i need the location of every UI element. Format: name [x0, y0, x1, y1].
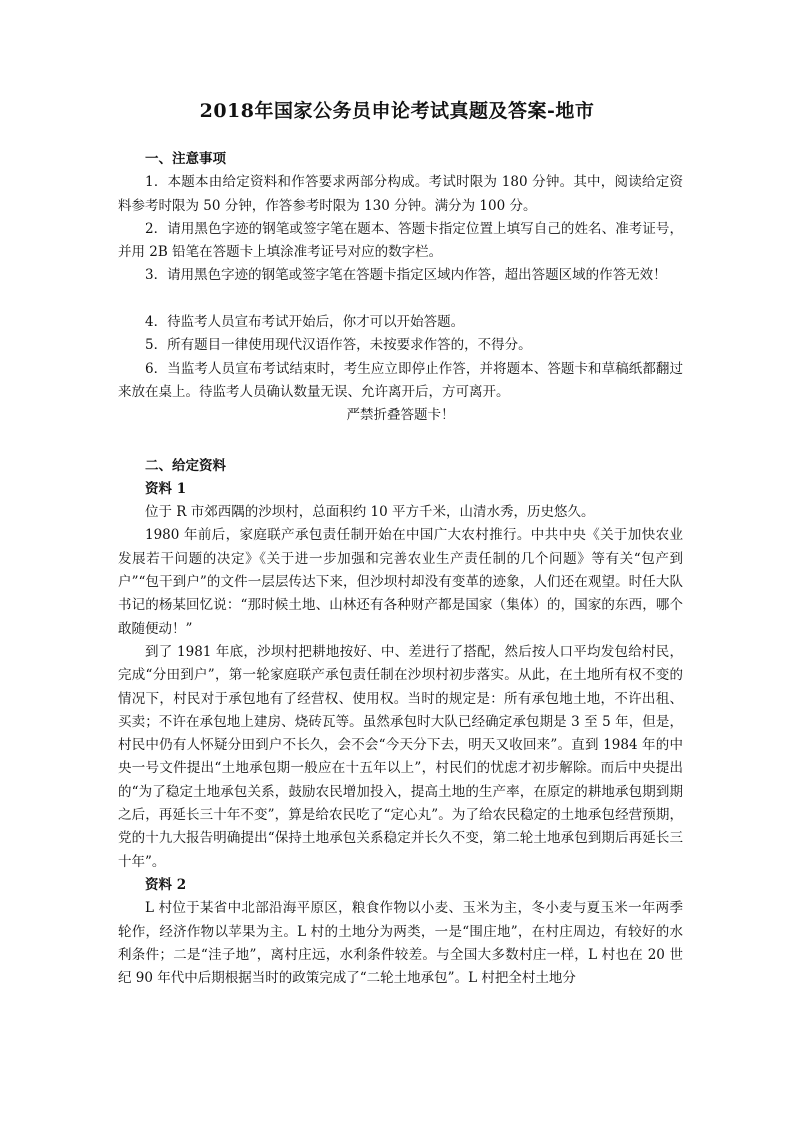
material-1-paragraph: 1980 年前后，家庭联产承包责任制开始在中国广大农村推行。中共中央《关于加快农业发展若干问题的决定》《关于进一步加强和完善农业生产责任制的几个问题》等有关“包产到户”“包干到户”的文件一层层传达下来，但沙坝村却没有变革的迹象，人们还在观望。时任大队书记的杨某回忆说：“那时候土地、山林还有各种财产都是国家（集体）的，国家的东西，哪个敢随便动！” — [118, 527, 683, 637]
spacer — [118, 288, 683, 311]
note-item-4: 4．待监考人员宣布考试开始后，你才可以开始答题。 — [145, 314, 465, 331]
note-item-3: 3．请用黑色字迹的钢笔或签字笔在答题卡指定区域内作答，超出答题区域的作答无效！ — [145, 267, 667, 284]
note-item-6: 6．当监考人员宣布考试结束时，考生应立即停止作答，并将题本、答题卡和草稿纸都翻过来放在桌上。待监考人员确认数量无误、允许离开后，方可离开。 — [118, 360, 683, 400]
material-1-label: 资料 1 — [145, 480, 187, 497]
material-1-paragraph: 到了 1981 年底，沙坝村把耕地按好、中、差进行了搭配，然后按人口平均发包给村民，完成“分田到户”，第一轮家庭联产承包责任制在沙坝村初步落实。从此，在土地所有权不变的情况下，村民对于承包地有了经营权、使用权。当时的规定是：所有承包地土地，不许出租、买卖；不许在承包地上建房、烧砖瓦等。虽然承包时大队已经确定承包期是 3 至 5 年，但是，村民中仍有人怀疑分田到户不长久，会不会“今天分下去，明天又收回来”。直到 1984 年的中央一号文件提出“土地承包期一般应在十五年以上”，村民们的忧虑才初步解除。而后中央提出的“为了稳定土地承包关系，鼓励农民增加投入，提高土地的生产率，在原定的耕地承包期到期之后，再延长三十年不变”，算是给农民吃了“定心丸”。为了给农民稳定的土地承包经营预期，党的十九大报告明确提出“保持土地承包关系稳定并长久不变，第二轮土地承包到期后再延长三十年”。 — [118, 643, 683, 870]
spacer — [118, 428, 683, 455]
document-body — [118, 148, 683, 990]
note-item-1: 1．本题本由给定资料和作答要求两部分构成。考试时限为 180 分钟。其中，阅读给定资料参考时限为 50 分钟，作答参考时限为 130 分钟。满分为 100 分。 — [118, 174, 683, 214]
material-2-paragraph: L 村位于某省中北部沿海平原区，粮食作物以小麦、玉米为主，冬小麦与夏玉米一年两季轮作，经济作物以苹果为主。L 村的土地分为两类，一是“围庄地”，在村庄周边，有较好的水利条件；二是“洼子地”，离村庄远，水利条件较差。与全国大多数村庄一样，L 村也在 20 世纪 90 年代中后期根据当时的政策完成了“二轮土地承包”。L 村把全村土地分 — [118, 900, 683, 987]
note-item-2: 2．请用黑色字迹的钢笔或签字笔在题本、答题卡指定位置上填写自己的姓名、准考证号，并用 2B 铅笔在答题卡上填涂准考证号对应的数字栏。 — [118, 220, 683, 261]
document-title: 2018年国家公务员申论考试真题及答案-地市 — [199, 100, 595, 122]
notice-no-folding: 严禁折叠答题卡！ — [346, 407, 455, 424]
material-2-label: 资料 2 — [145, 876, 187, 893]
note-item-5: 5．所有题目一律使用现代汉语作答，未按要求作答的，不得分。 — [145, 337, 532, 354]
material-1-paragraph: 位于 R 市郊西隅的沙坝村，总面积约 10 平方千米，山清水秀，历史悠久。 — [145, 504, 595, 521]
section-heading-notes: 一、注意事项 — [145, 151, 226, 167]
section-heading-materials: 二、给定资料 — [145, 457, 226, 474]
